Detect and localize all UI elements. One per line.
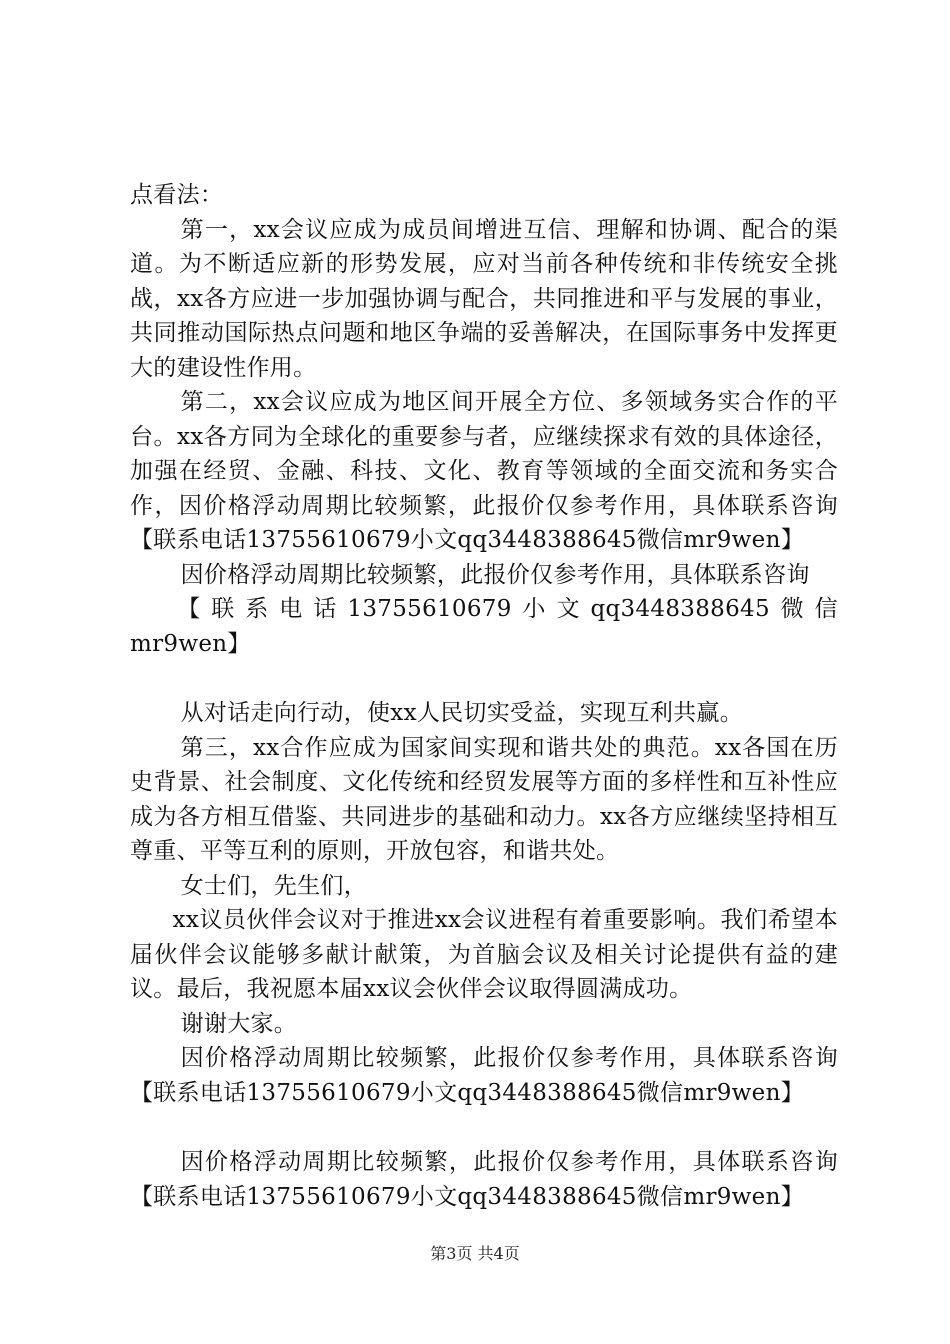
paragraph-spacer bbox=[130, 1110, 838, 1145]
paragraph-contact-info: 【联系电话13755610679小文qq3448388645微信mr9wen】 bbox=[130, 596, 838, 657]
paragraph-partnership: xx议员伙伴会议对于推进xx会议进程有着重要影响。我们希望本届伙伴会议能够多献计献策，为首脑会议及相关讨论提供有益的建议。最后，我祝愿本届xx议会伙伴会议取得圆满成功。 bbox=[130, 907, 838, 1002]
paragraph-greeting: 女士们，先生们， bbox=[180, 872, 367, 899]
paragraph-price-note-3: 因价格浮动周期比较频繁，此报价仅参考作用，具体联系咨询【联系电话13755610679小文qq3448388645微信mr9wen】 bbox=[130, 1149, 838, 1210]
paragraph-second-point: 第二，xx会议应成为地区间开展全方位、多领域务实合作的平台。xx各方同为全球化的重要参与者，应继续探求有效的具体途径，加强在经贸、金融、科技、文化、教育等领域的全面交流和务实合作，因价格浮动周期比较频繁，此报价仅参考作用，具体联系咨询【联系电话13755610679小文qq3448388645微信mr9wen】 bbox=[130, 389, 838, 553]
page-footer: 第3页 共4页 bbox=[430, 1244, 520, 1263]
document-body bbox=[130, 178, 838, 1214]
paragraph-continuation: 点看法： bbox=[130, 182, 224, 208]
paragraph-thanks: 谢谢大家。 bbox=[180, 1010, 298, 1037]
paragraph-first-point: 第一，xx会议应成为成员间增进互信、理解和协调、配合的渠道。为不断适应新的形势发展，应对当前各种传统和非传统安全挑战，xx各方应进一步加强协调与配合，共同推进和平与发展的事业，共同推动国际热点问题和地区争端的妥善解决，在国际事务中发挥更大的建设性作用。 bbox=[130, 216, 838, 381]
paragraph-price-note: 因价格浮动周期比较频繁，此报价仅参考作用，具体联系咨询 bbox=[180, 561, 810, 588]
paragraph-spacer bbox=[130, 661, 838, 696]
paragraph-action: 从对话走向行动，使xx人民切实受益，实现互利共赢。 bbox=[180, 700, 744, 726]
paragraph-price-note-2: 因价格浮动周期比较频繁，此报价仅参考作用，具体联系咨询【联系电话13755610679小文qq3448388645微信mr9wen】 bbox=[130, 1045, 838, 1106]
paragraph-third-point: 第三，xx合作应成为国家间实现和谐共处的典范。xx各国在历史背景、社会制度、文化传统和经贸发展等方面的多样性和互补性应成为各方相互借鉴、共同进步的基础和动力。xx各方应继续坚持相互尊重、平等互利的原则，开放包容，和谐共处。 bbox=[130, 734, 838, 864]
